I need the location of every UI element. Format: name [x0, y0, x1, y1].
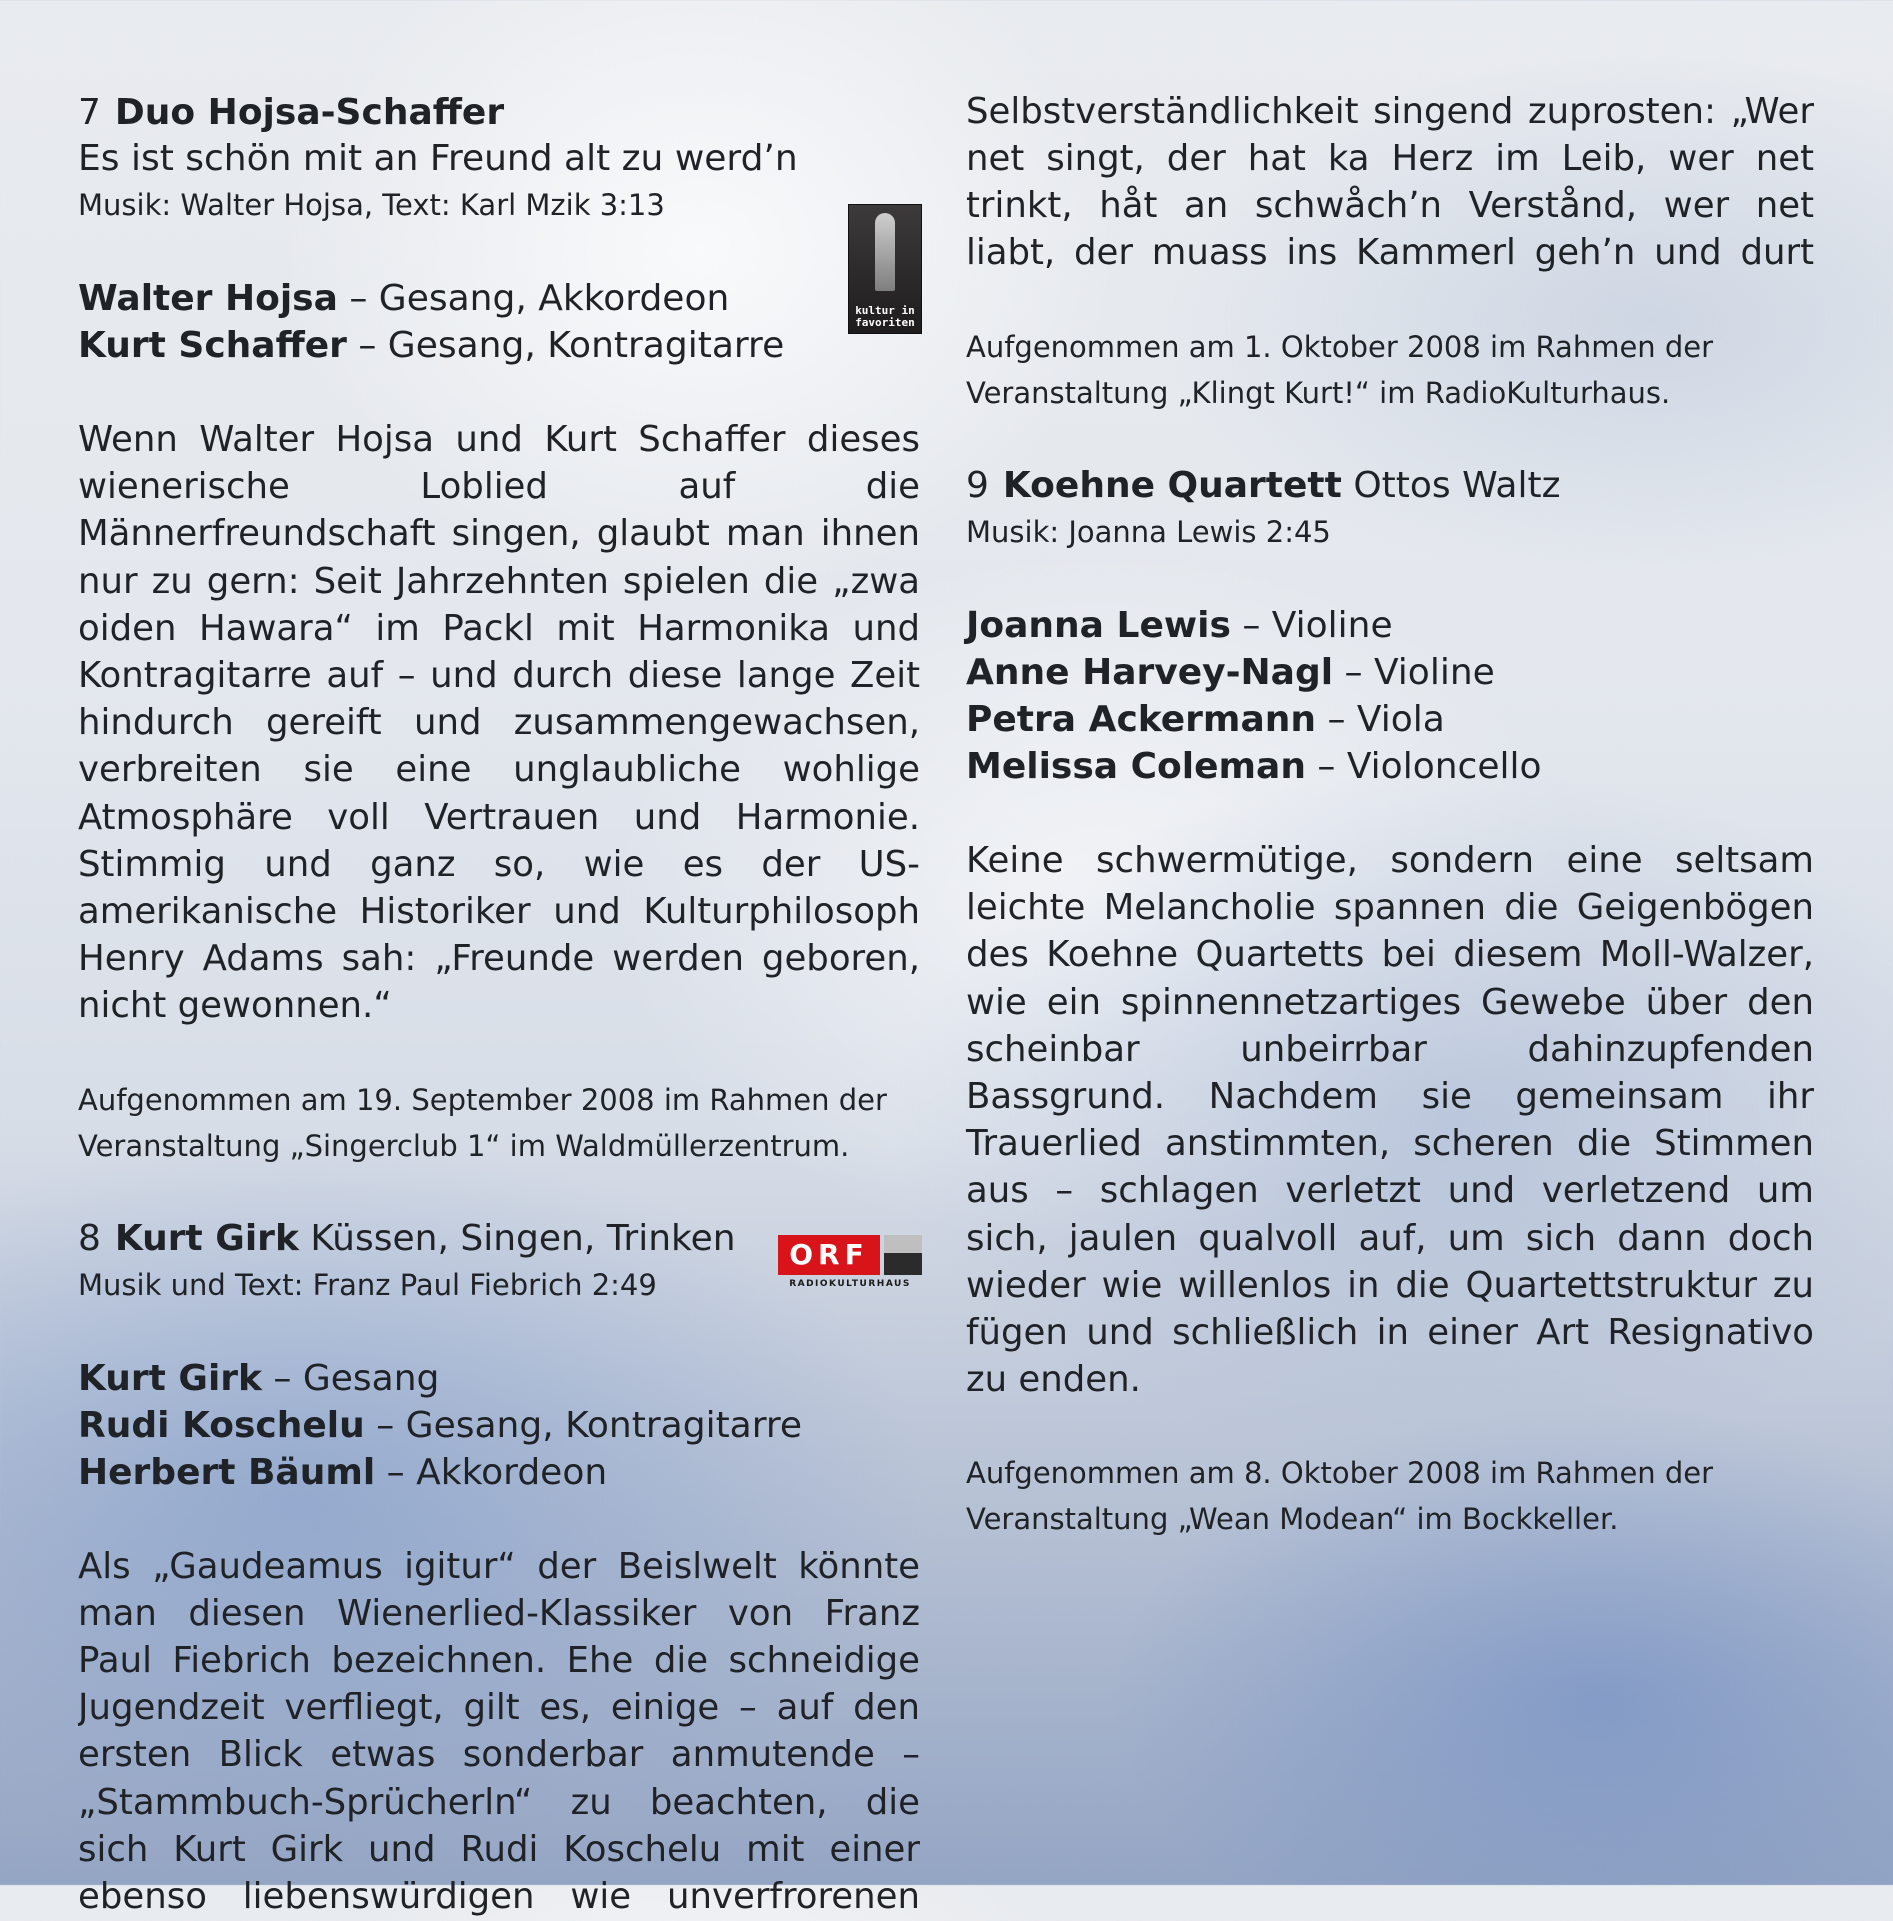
track-7-performer [78, 275, 920, 322]
orf-logo-subtext: RADIOKULTURHAUS [789, 1279, 911, 1289]
performer-role: – Gesang, Kontragitarre [364, 1404, 803, 1446]
track-9-credit: Musik: Joanna Lewis 2:45 [966, 515, 1331, 549]
orf-logo-block [884, 1235, 922, 1275]
performer-name: Kurt Schaffer [78, 325, 347, 366]
track-9-song: Ottos Waltz [1353, 465, 1561, 506]
track-9-recorded: Aufgenommen am 8. Oktober 2008 im Rahmen der Veranstaltung „Wean Modean“ im Bockkeller. [966, 1456, 1714, 1537]
performer-name: Anne Harvey-Nagl [966, 652, 1334, 693]
track-7-heading [78, 90, 920, 136]
performer-role: – Violine [1333, 652, 1495, 693]
performer-role: – Viola [1316, 699, 1445, 740]
performer-name: Rudi Koschelu [78, 1404, 365, 1446]
track-7-description: Wenn Walter Hojsa und Kurt Schaffer dieses wienerische Loblied auf die Männerfreundschaft singen, glaubt man ihnen nur zu gern: Seit Jahrzehnten spielen die „zwa oiden Hawara“ im Packl mit Harmonika und Kontragitarre auf – und durch diese lange Zeit hindurch gereift und zusammengewachsen, verbreiten sie eine unglaubliche wohlige Atmosphäre voll Vertrauen und Harmonie. Stimmig und ganz so, wie es der US-amerikanische Historiker und Kulturphilosoph Henry Adams sah: „Freunde werden geboren, nicht gewonnen.“ [78, 419, 920, 1027]
tower-icon [875, 213, 895, 291]
track-7-recorded: Aufgenommen am 19. September 2008 im Rahmen der Veranstaltung „Singerclub 1“ im Waldmüllerzentrum. [78, 1082, 887, 1163]
performer-name: Joanna Lewis [966, 605, 1231, 646]
performer-name: Herbert Bäuml [78, 1451, 376, 1493]
track-7-performer [78, 322, 920, 369]
track-9-performer [966, 743, 1814, 790]
performer-name: Walter Hojsa [78, 278, 338, 319]
track-8-song: Küssen, Singen, Trinken [310, 1217, 736, 1259]
orf-logo-text: ORF [778, 1235, 880, 1275]
track-8-performer [78, 1449, 920, 1496]
performer-name: Kurt Girk [78, 1357, 262, 1399]
track-8-description-tail: Selbstverständlichkeit singend zuprosten: „Wer net singt, der hat ka Herz im Leib, wer net trinkt, håt an schwåch’n Verstånd, wer net liabt, der muass ins Kammerl geh’n und durt [966, 90, 1814, 274]
right-column [966, 88, 1814, 1542]
performer-name: Melissa Coleman [966, 746, 1306, 787]
track-7-credit: Musik: Walter Hojsa, Text: Karl Mzik 3:13 [78, 188, 665, 222]
track-7-artist: Duo Hojsa-Schaffer [114, 92, 505, 133]
track-8-performer [78, 1355, 920, 1402]
performer-role: – Gesang, Kontragitarre [346, 325, 785, 366]
track-9-description: Keine schwermütige, sondern eine seltsam leichte Melancholie spannen die Geigenbögen des Koehne Quartetts bei diesem Moll-Walzer, wie ein spinnennetzartiges Gewebe über den scheinbar unbeirrbar dahinzupfenden Bassgrund. Nachdem sie gemeinsam ihr Trauerlied anstimmten, scheren die Stimmen aus – schlagen verletzt und verletzend um sich, jaulen qualvoll auf, um sich dann doch wieder wie willenlos in die Quartettstruktur zu fügen und schließlich in einer Art Resignativo zu enden. [966, 840, 1814, 1401]
track-8-artist: Kurt Girk [114, 1217, 299, 1259]
orf-radiokulturhaus-logo [778, 1235, 922, 1293]
performer-role: – Gesang, Akkordeon [337, 278, 730, 319]
track-8-description: Als „Gaudeamus igitur“ der Beislwelt könnte man diesen Wienerlied-Klassiker von Franz Paul Fiebrich bezeichnen. Ehe die schneidige Jugendzeit verfliegt, gilt es, einige – auf den ersten Blick etwas sonderbar anmutende – „Stammbuch-Sprücherln“ zu beachten, die sich Kurt Girk und Rudi Koschelu mit einer ebenso liebenswürdigen wie unverfrorenen [78, 1545, 920, 1918]
kultur-logo-text: kultur in favoriten [855, 304, 915, 329]
performer-role: – Akkordeon [375, 1451, 608, 1493]
track-9-performer [966, 696, 1814, 743]
left-column [78, 90, 920, 1921]
track-8-credit: Musik und Text: Franz Paul Fiebrich 2:49 [78, 1267, 657, 1302]
track-8-recorded: Aufgenommen am 1. Oktober 2008 im Rahmen der Veranstaltung „Klingt Kurt!“ im RadioKulturhaus. [966, 330, 1714, 410]
track-9-heading [966, 463, 1814, 509]
track-9-number: 9 [966, 465, 989, 506]
track-9-artist: Koehne Quartett [1002, 465, 1342, 506]
performer-role: – Violine [1230, 605, 1393, 646]
track-8-number: 8 [78, 1217, 101, 1259]
track-9-performer [966, 602, 1814, 649]
performer-role: – Gesang [261, 1357, 440, 1399]
track-9-performer [966, 649, 1814, 696]
track-8-performer [78, 1402, 920, 1449]
track-7-number: 7 [78, 92, 101, 133]
performer-name: Petra Ackermann [966, 699, 1316, 740]
track-8-description-continued [966, 88, 1814, 276]
kultur-in-favoriten-logo [848, 204, 922, 334]
performer-role: – Violoncello [1305, 746, 1542, 787]
track-7-song: Es ist schön mit an Freund alt zu werd’n [78, 138, 798, 179]
